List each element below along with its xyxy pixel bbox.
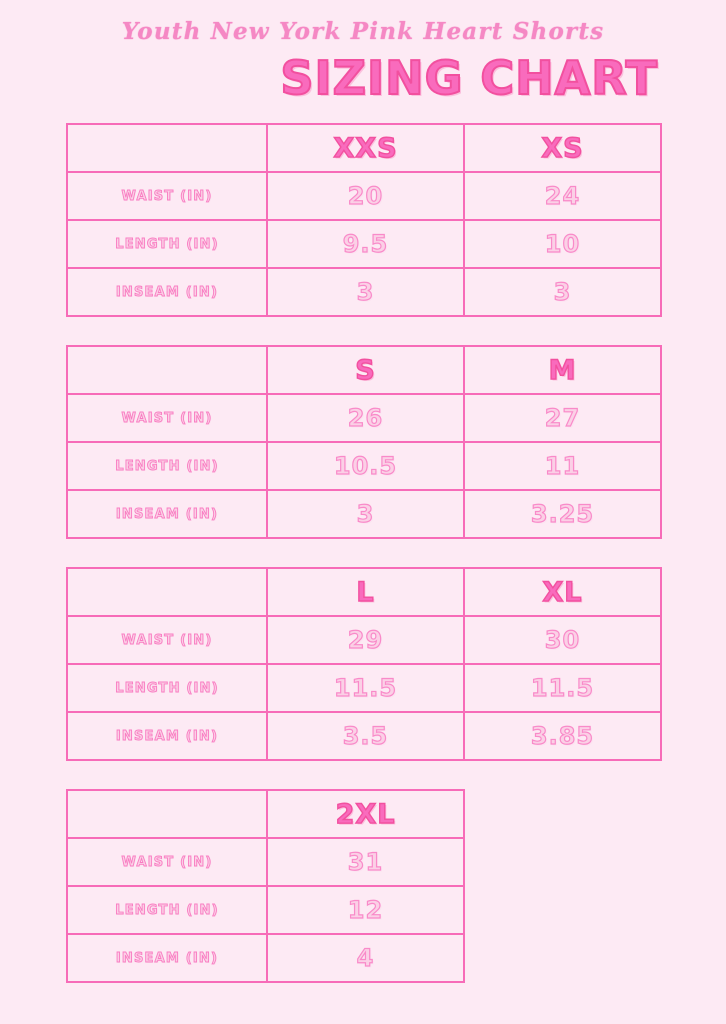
table-header-row (67, 346, 661, 394)
measurement-value: 3.5 (267, 712, 464, 760)
measurement-value: 27 (464, 394, 661, 442)
row-label: INSEAM (IN) (67, 268, 267, 316)
measurement-value: 24 (464, 172, 661, 220)
size-table-l-xl (66, 567, 662, 761)
row-label: LENGTH (IN) (67, 220, 267, 268)
corner-cell (67, 124, 267, 172)
corner-cell (67, 346, 267, 394)
row-label: WAIST (IN) (67, 616, 267, 664)
size-table-xxs-xs (66, 123, 662, 317)
size-header: XXS (267, 124, 464, 172)
table-header-row (67, 790, 464, 838)
measurement-value: 11.5 (267, 664, 464, 712)
measurement-value: 31 (267, 838, 464, 886)
table-row (67, 442, 661, 490)
row-label: INSEAM (IN) (67, 712, 267, 760)
measurement-value: 10 (464, 220, 661, 268)
table-row (67, 934, 464, 982)
table-row (67, 838, 464, 886)
table-header-row (67, 124, 661, 172)
measurement-value: 11 (464, 442, 661, 490)
row-label: INSEAM (IN) (67, 934, 267, 982)
table-row (67, 664, 661, 712)
corner-cell (67, 790, 267, 838)
measurement-value: 9.5 (267, 220, 464, 268)
measurement-value: 29 (267, 616, 464, 664)
row-label: WAIST (IN) (67, 838, 267, 886)
table-row (67, 490, 661, 538)
product-title: Youth New York Pink Heart Shorts (121, 18, 605, 45)
table-row (67, 394, 661, 442)
table-row (67, 220, 661, 268)
row-label: LENGTH (IN) (67, 886, 267, 934)
table-row (67, 886, 464, 934)
measurement-value: 3.85 (464, 712, 661, 760)
corner-cell (67, 568, 267, 616)
row-label: WAIST (IN) (67, 394, 267, 442)
size-header: 2XL (267, 790, 464, 838)
size-header: XS (464, 124, 661, 172)
size-header: XL (464, 568, 661, 616)
measurement-value: 3.25 (464, 490, 661, 538)
size-header: S (267, 346, 464, 394)
measurement-value: 11.5 (464, 664, 661, 712)
measurement-value: 4 (267, 934, 464, 982)
size-table-2xl (66, 789, 465, 983)
page-title: SIZING CHART (280, 51, 658, 105)
size-header: L (267, 568, 464, 616)
row-label: WAIST (IN) (67, 172, 267, 220)
measurement-value: 30 (464, 616, 661, 664)
measurement-value: 26 (267, 394, 464, 442)
row-label: INSEAM (IN) (67, 490, 267, 538)
size-tables (66, 123, 660, 983)
measurement-value: 3 (267, 490, 464, 538)
table-header-row (67, 568, 661, 616)
measurement-value: 12 (267, 886, 464, 934)
row-label: LENGTH (IN) (67, 442, 267, 490)
row-label: LENGTH (IN) (67, 664, 267, 712)
size-table-s-m (66, 345, 662, 539)
measurement-value: 3 (267, 268, 464, 316)
table-row (67, 268, 661, 316)
table-row (67, 172, 661, 220)
measurement-value: 3 (464, 268, 661, 316)
table-row (67, 616, 661, 664)
measurement-value: 20 (267, 172, 464, 220)
size-header: M (464, 346, 661, 394)
table-row (67, 712, 661, 760)
measurement-value: 10.5 (267, 442, 464, 490)
